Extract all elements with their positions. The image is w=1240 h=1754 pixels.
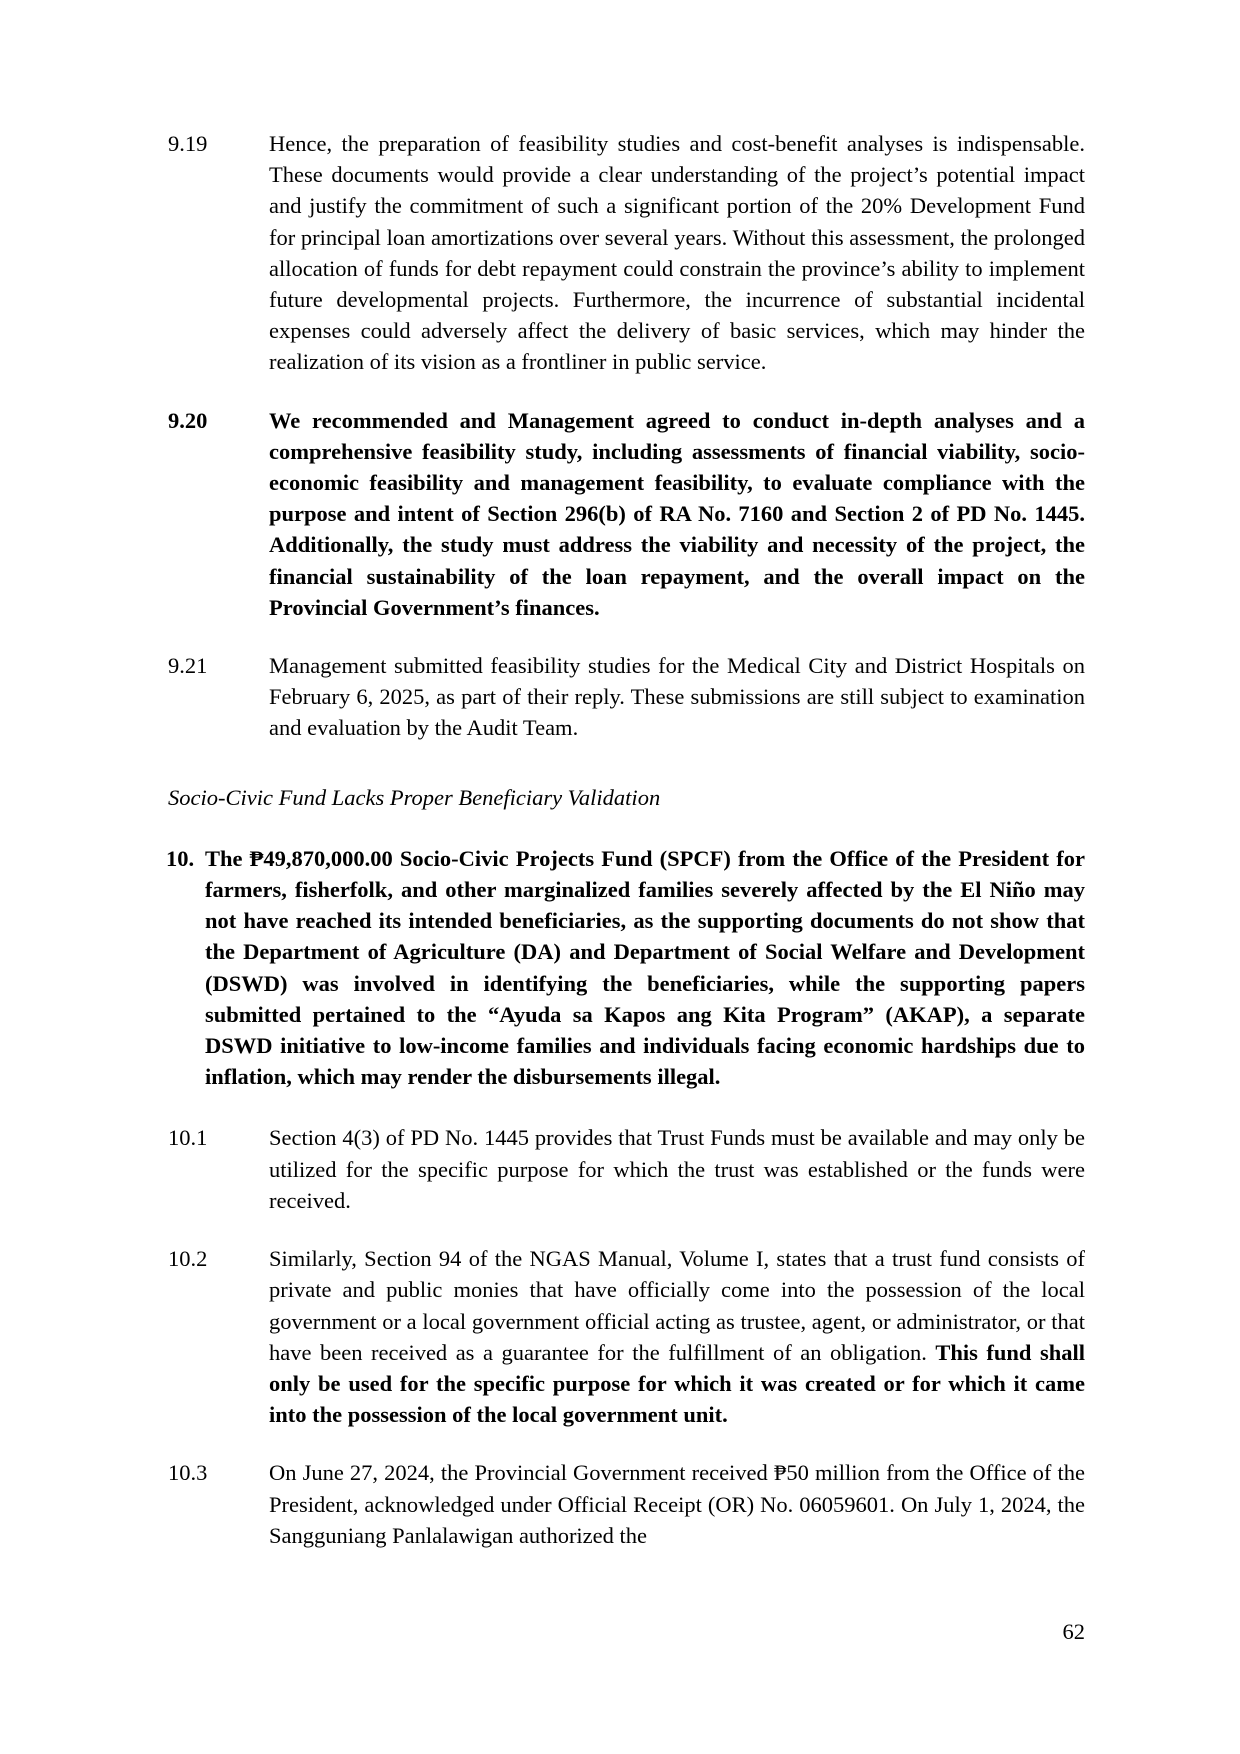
paragraph-10-1 xyxy=(168,1122,1085,1216)
paragraph-number: 9.21 xyxy=(168,653,208,679)
finding-10 xyxy=(166,843,1085,1093)
section-heading: Socio-Civic Fund Lacks Proper Beneficiary Validation xyxy=(168,784,661,810)
paragraph-text: We recommended and Management agreed to conduct in-depth analyses and a comprehensive feasibility study, including assessments of financial viability, socio-economic feasibility and management feasibility, to evaluate compliance with the purpose and intent of Section 296(b) of RA No. 7160 and Section 2 of PD No. 1445. Additionally, the study must address the viability and necessity of the project, the financial sustainability of the loan repayment, and the overall impact on the Provincial Government’s finances. xyxy=(269,407,1085,620)
page-number: 62 xyxy=(1062,1619,1085,1644)
paragraph-text: On June 27, 2024, the Provincial Government received ₱50 million from the Office of the President, acknowledged under Official Receipt (OR) No. 06059601. On July 1, 2024, the Sangguniang Panlalawigan authorized the xyxy=(269,1460,1085,1548)
paragraph-number: 9.20 xyxy=(168,407,208,433)
paragraph-text: Management submitted feasibility studies for the Medical City and District Hospitals on February 6, 2025, as part of their reply. These submissions are still subject to examination and evaluation by the Audit Team. xyxy=(269,653,1085,741)
paragraph-number: 10.1 xyxy=(168,1125,208,1151)
paragraph-text: Section 4(3) of PD No. 1445 provides that Trust Funds must be available and may only be utilized for the specific purpose for which the trust was established or the funds were received. xyxy=(269,1125,1085,1213)
paragraph-number: 10.3 xyxy=(168,1460,208,1486)
finding-text: The ₱49,870,000.00 Socio-Civic Projects Fund (SPCF) from the Office of the President for farmers, fisherfolk, and other marginalized families severely affected by the El Niño may not have reached its intended beneficiaries, as the supporting documents do not show that the Department of Agriculture (DA) and Department of Social Welfare and Development (DSWD) was involved in identifying the beneficiaries, while the supporting papers submitted pertained to the “Ayuda sa Kapos ang Kita Program” (AKAP), a separate DSWD initiative to low-income families and individuals facing economic hardships due to inflation, which may render the disbursements illegal. xyxy=(205,845,1085,1090)
paragraph-text: Hence, the preparation of feasibility studies and cost-benefit analyses is indispensable. These documents would provide a clear understanding of the project’s potential impact and justify the commitment of such a significant portion of the 20% Development Fund for principal loan amortizations over several years. Without this assessment, the prolonged allocation of funds for debt repayment could constrain the province’s ability to implement future developmental projects. Furthermore, the incurrence of substantial incidental expenses could adversely affect the delivery of basic services, which may hinder the realization of its vision as a frontliner in public service. xyxy=(269,131,1085,375)
finding-number: 10. xyxy=(166,845,195,871)
paragraph-text-lead: Similarly, Section 94 of the NGAS Manual, Volume I, states that a trust fund consists of private and public monies that have officially come into the possession of the local government or a local government official acting as trustee, agent, or administrator, or that have been received as a guarantee for the fulfillment of an obligation. xyxy=(269,1246,1085,1365)
paragraph-9-21 xyxy=(168,650,1085,744)
paragraph-9-19 xyxy=(168,128,1085,378)
page-content xyxy=(168,128,1085,1551)
paragraph-10-3 xyxy=(168,1457,1085,1551)
paragraph-9-20 xyxy=(168,405,1085,623)
paragraph-text xyxy=(269,1243,1085,1430)
paragraph-text-emphasis: This fund shall only be used for the specific purpose for which it was created or for which it came into the possession of the local government unit. xyxy=(269,1339,1085,1428)
paragraph-number: 9.19 xyxy=(168,131,208,156)
paragraph-number: 10.2 xyxy=(168,1246,208,1272)
paragraph-10-2 xyxy=(168,1243,1085,1430)
